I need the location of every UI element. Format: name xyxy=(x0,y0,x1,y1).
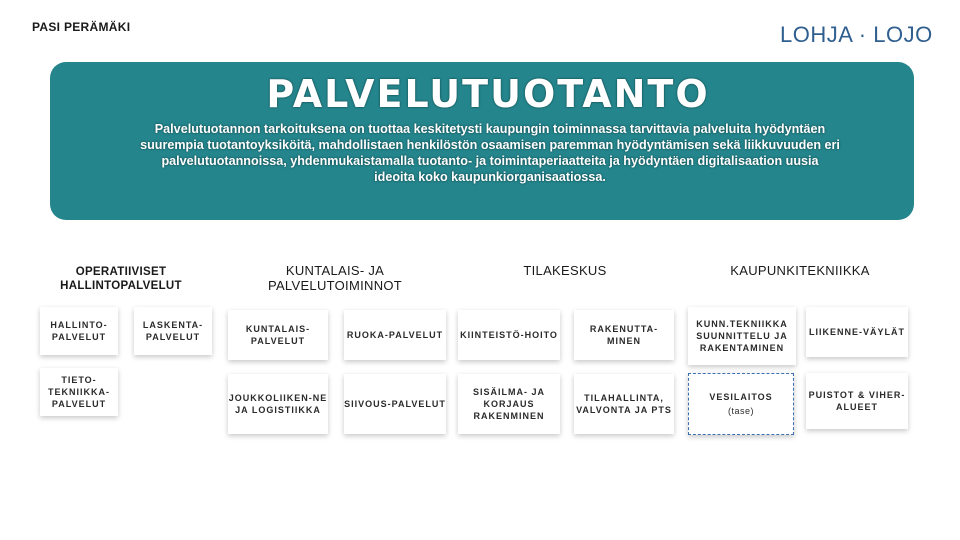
box-label: RAKENUTTA-MINEN xyxy=(589,324,659,346)
box-kuntalaispalvelut xyxy=(228,310,328,360)
box-label: LIIKENNE-VÄYLÄT xyxy=(809,327,905,337)
box-label: SISÄILMA- JA KORJAUS RAKENMINEN xyxy=(472,387,545,421)
box-kunnallistekniikka xyxy=(688,307,796,365)
box-label: PUISTOT & VIHER-ALUEET xyxy=(808,390,906,412)
box-label: KIINTEISTÖ-HOITO xyxy=(460,330,558,340)
box-note: (tase) xyxy=(727,406,754,416)
box-tilahallinta xyxy=(574,374,674,434)
box-tietotekniikkapalvelut xyxy=(40,368,118,416)
box-liikennevaylat xyxy=(806,307,908,357)
box-rakennuttaminen xyxy=(574,310,674,360)
box-label: LASKENTA-PALVELUT xyxy=(142,320,204,342)
box-vesilaitos xyxy=(688,373,794,435)
box-laskentapalvelut xyxy=(134,307,212,355)
heading-hallintopalvelut: OPERATIIVISET HALLINTOPALVELUT xyxy=(60,266,182,292)
heading-tilakeskus: TILAKESKUS xyxy=(523,263,607,278)
box-kiinteistohoito xyxy=(458,310,560,360)
heading-kaupunkitekniikka: KAUPUNKITEKNIIKKA xyxy=(730,263,870,278)
box-sisailma-korjaus xyxy=(458,374,560,434)
box-ruokapalvelut xyxy=(344,310,446,360)
box-siivouspalvelut xyxy=(344,374,446,434)
box-label: JOUKKOLIIKEN-NE JA LOGISTIIKKA xyxy=(228,393,328,415)
page-title: PALVELUTUOTANTO xyxy=(266,72,710,116)
lohja-logo: LOHJA · LOJO xyxy=(780,22,933,47)
box-joukkoliikenne xyxy=(228,374,328,434)
author-name: PASI PERÄMÄKI xyxy=(32,20,131,34)
box-label: TIETO-TEKNIIKKA-PALVELUT xyxy=(48,375,110,409)
box-label: KUNN.TEKNIIKKA SUUNNITTELU JA RAKENTAMINEN xyxy=(696,319,788,353)
box-label: TILAHALLINTA, VALVONTA JA PTS xyxy=(576,393,672,415)
box-hallintopalvelut xyxy=(40,307,118,355)
box-label: VESILAITOS xyxy=(709,392,773,402)
box-label: HALLINTO-PALVELUT xyxy=(50,320,108,342)
box-label: KUNTALAIS-PALVELUT xyxy=(245,324,311,346)
banner-description: Palvelutuotannon tarkoituksena on tuottaa keskitetysti kaupungin toiminnassa tarvittavia palveluita hyödyntäen suurempia tuotantoyksiköitä, mahdollistaen henkilöstön osaamisen paremman hyödyntämisen sekä liikkuvuuden eri palvelutuotannoissa, yhdenmukaistamalla tuotanto- ja toimintaperiaatteita ja hyödyntäen digitalisaation uusia ideoita koko kaupunkiorganisaatiossa. xyxy=(140,122,840,184)
box-puistot xyxy=(806,373,908,429)
box-label: RUOKA-PALVELUT xyxy=(346,330,444,340)
heading-kuntalaistoiminnot: KUNTALAIS- JA PALVELUTOIMINNOT xyxy=(267,263,403,293)
box-label: SIIVOUS-PALVELUT xyxy=(344,399,446,409)
